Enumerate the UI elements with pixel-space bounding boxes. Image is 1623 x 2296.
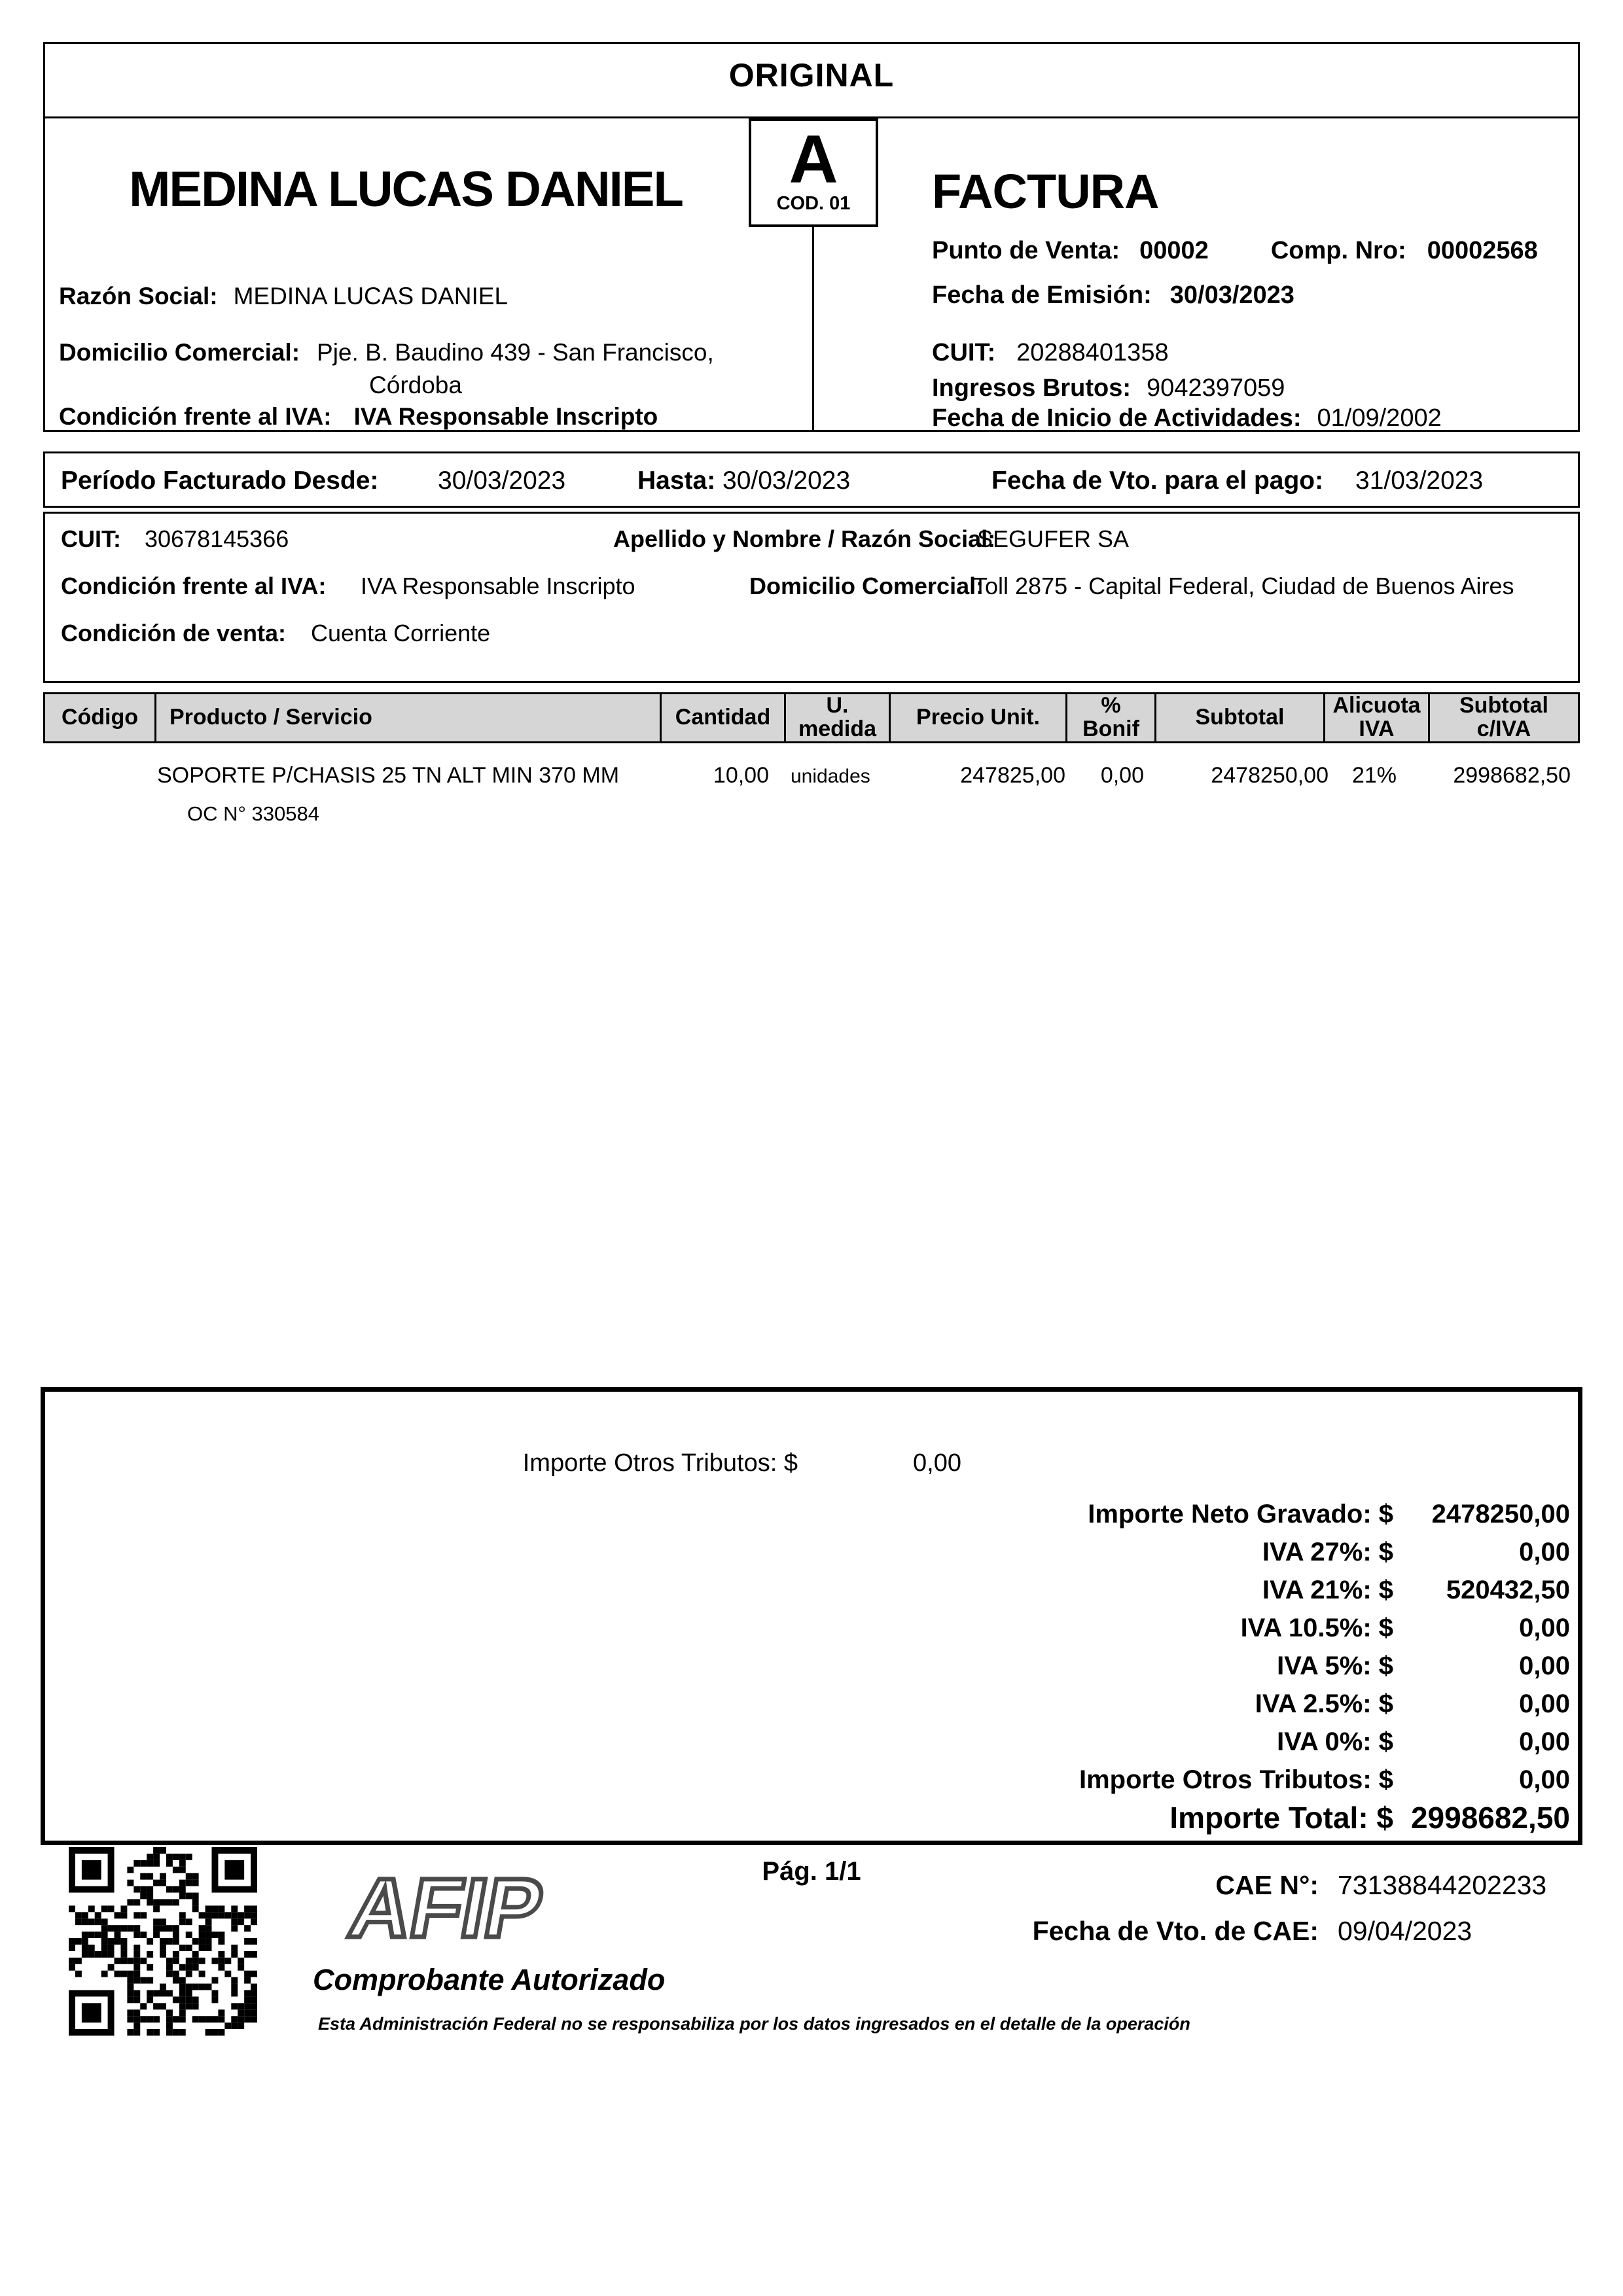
otros-tributos-top-value: 0,00 (913, 1449, 961, 1477)
seller-cuit-row (932, 339, 1169, 367)
cae-vto-label: Fecha de Vto. de CAE: (1032, 1916, 1319, 1946)
importe-total-value: 2998682,50 (1410, 1801, 1570, 1835)
comprobante-autorizado-label: Comprobante Autorizado (313, 1963, 666, 1996)
col-header-subtotal-iva: Subtotal c/IVA (1459, 693, 1548, 741)
total-row-value: 2478250,00 (1431, 1500, 1570, 1528)
item-subtotal-iva: 2998682,50 (1453, 763, 1571, 788)
total-row-label: IVA 10.5%: $ (1240, 1614, 1393, 1642)
client-domicilio-label: Domicilio Comercial: (749, 573, 984, 599)
afip-logo (308, 1860, 569, 1958)
seller-razon-social-row (59, 283, 508, 310)
col-header-subtotal: Subtotal (1156, 694, 1325, 741)
col-header-codigo: Código (45, 694, 156, 741)
total-row-value: 0,00 (1519, 1765, 1570, 1794)
total-row-value: 0,00 (1519, 1727, 1570, 1756)
total-row-value: 520432,50 (1446, 1576, 1570, 1604)
client-nombre-value: SEGUFER SA (977, 525, 1130, 552)
cae-vto-value: 09/04/2023 (1338, 1916, 1472, 1946)
item-unidad: unidades (791, 766, 870, 787)
domicilio-line2: Córdoba (369, 372, 462, 398)
total-row-value: 0,00 (1519, 1538, 1570, 1566)
periodo-hasta-value: 30/03/2023 (722, 467, 851, 495)
periodo-vto-value: 31/03/2023 (1355, 467, 1484, 495)
seller-domicilio-row (59, 339, 714, 399)
punto-venta-row (932, 237, 1538, 265)
seller-name-heading: MEDINA LUCAS DANIEL (129, 162, 683, 217)
col-header-umedida: U. medida (786, 694, 891, 741)
client-condicion-venta-label: Condición de venta: (61, 620, 287, 646)
periodo-vto-label: Fecha de Vto. para el pago: (991, 467, 1324, 495)
domicilio-label: Domicilio Comercial: (59, 339, 300, 366)
header-column-divider (812, 227, 814, 432)
col-header-producto: Producto / Servicio (156, 694, 662, 741)
fecha-emision-row (932, 281, 1294, 309)
col-header-alicuota: Alicuota IVA (1325, 694, 1430, 741)
razon-social-label: Razón Social: (59, 283, 218, 309)
totals-box (41, 1387, 1582, 1845)
client-condicion-venta-value: Cuenta Corriente (311, 620, 491, 646)
comp-nro-value: 00002568 (1427, 237, 1538, 264)
item-cantidad: 10,00 (713, 763, 769, 788)
col-header-cantidad: Cantidad (662, 694, 786, 741)
total-row-label: IVA 27%: $ (1262, 1538, 1393, 1566)
invoice-letter: A (789, 122, 838, 198)
invoice-letter-box (749, 118, 878, 227)
cae-label: CAE N°: (1215, 1870, 1319, 1900)
importe-total-label: Importe Total: $ (1169, 1801, 1393, 1835)
total-row-label: Importe Neto Gravado: $ (1088, 1500, 1393, 1528)
punto-venta-value: 00002 (1139, 237, 1209, 264)
afip-disclaimer: Esta Administración Federal no se responsabiliza por los datos ingresados en el detalle de la operación (318, 2014, 1190, 2034)
item-subtotal: 2478250,00 (1211, 763, 1329, 788)
items-table-header (43, 692, 1580, 743)
fecha-emision-label: Fecha de Emisión: (932, 281, 1152, 309)
total-row-label: IVA 21%: $ (1262, 1576, 1393, 1604)
ingresos-brutos-value: 9042397059 (1147, 374, 1285, 402)
ingresos-brutos-label: Ingresos Brutos: (932, 374, 1132, 402)
seller-condicion-iva-value: IVA Responsable Inscripto (353, 403, 658, 430)
client-box (43, 512, 1580, 683)
total-row-value: 0,00 (1519, 1614, 1570, 1642)
ingresos-brutos-row (932, 374, 1285, 402)
item-bonif: 0,00 (1100, 763, 1144, 788)
total-row-value: 0,00 (1519, 1651, 1570, 1680)
inicio-actividades-value: 01/09/2002 (1317, 404, 1442, 432)
col-header-bonif: % Bonif (1067, 694, 1156, 741)
client-condicion-iva-label: Condición frente al IVA: (61, 573, 327, 599)
client-cuit-label: CUIT: (61, 525, 121, 552)
seller-condicion-iva-label: Condición frente al IVA: (59, 403, 332, 430)
client-condicion-iva-value: IVA Responsable Inscripto (361, 573, 635, 599)
copy-label: ORIGINAL (728, 57, 895, 94)
cae-value: 73138844202233 (1338, 1870, 1547, 1900)
seller-cuit-value: 20288401358 (1016, 339, 1169, 366)
client-nombre-label: Apellido y Nombre / Razón Social: (613, 525, 996, 552)
inicio-actividades-row (932, 404, 1442, 433)
periodo-hasta-label: Hasta: (637, 467, 716, 495)
item-alicuota-iva: 21% (1351, 763, 1397, 788)
invoice-letter-code: COD. 01 (776, 192, 851, 214)
total-row-label: IVA 2.5%: $ (1255, 1689, 1393, 1718)
seller-cuit-label: CUIT: (932, 339, 996, 366)
comp-nro-label: Comp. Nro: (1270, 237, 1406, 264)
afip-logo-text: AFIP (342, 1861, 550, 1955)
domicilio-line1: Pje. B. Baudino 439 - San Francisco, (317, 339, 714, 366)
total-row-label: Importe Otros Tributos: $ (1079, 1765, 1393, 1794)
razon-social-value: MEDINA LUCAS DANIEL (233, 283, 508, 309)
seller-condicion-iva-row (59, 403, 658, 431)
total-row-label: IVA 5%: $ (1277, 1651, 1393, 1680)
item-descripcion-line2: OC N° 330584 (187, 802, 319, 825)
page-number: Pág. 1/1 (762, 1857, 861, 1886)
invoice-title: FACTURA (932, 164, 1159, 219)
total-row-value: 0,00 (1519, 1689, 1570, 1718)
periodo-desde-label: Período Facturado Desde: (61, 467, 379, 495)
client-domicilio-value: Toll 2875 - Capital Federal, Ciudad de Buenos Aires (973, 573, 1514, 599)
qr-code (69, 1847, 257, 2036)
col-header-precio: Precio Unit. (891, 694, 1067, 741)
otros-tributos-top-label: Importe Otros Tributos: $ (522, 1449, 798, 1477)
periodo-desde-value: 30/03/2023 (438, 467, 566, 495)
client-cuit-value: 30678145366 (145, 525, 289, 552)
periodo-box (43, 451, 1580, 508)
fecha-emision-value: 30/03/2023 (1169, 281, 1294, 309)
punto-venta-label: Punto de Venta: (932, 237, 1120, 264)
inicio-actividades-label: Fecha de Inicio de Actividades: (932, 404, 1302, 432)
total-row-label: IVA 0%: $ (1277, 1727, 1393, 1756)
item-descripcion: SOPORTE P/CHASIS 25 TN ALT MIN 370 MM (157, 763, 620, 788)
item-precio-unit: 247825,00 (960, 763, 1065, 788)
